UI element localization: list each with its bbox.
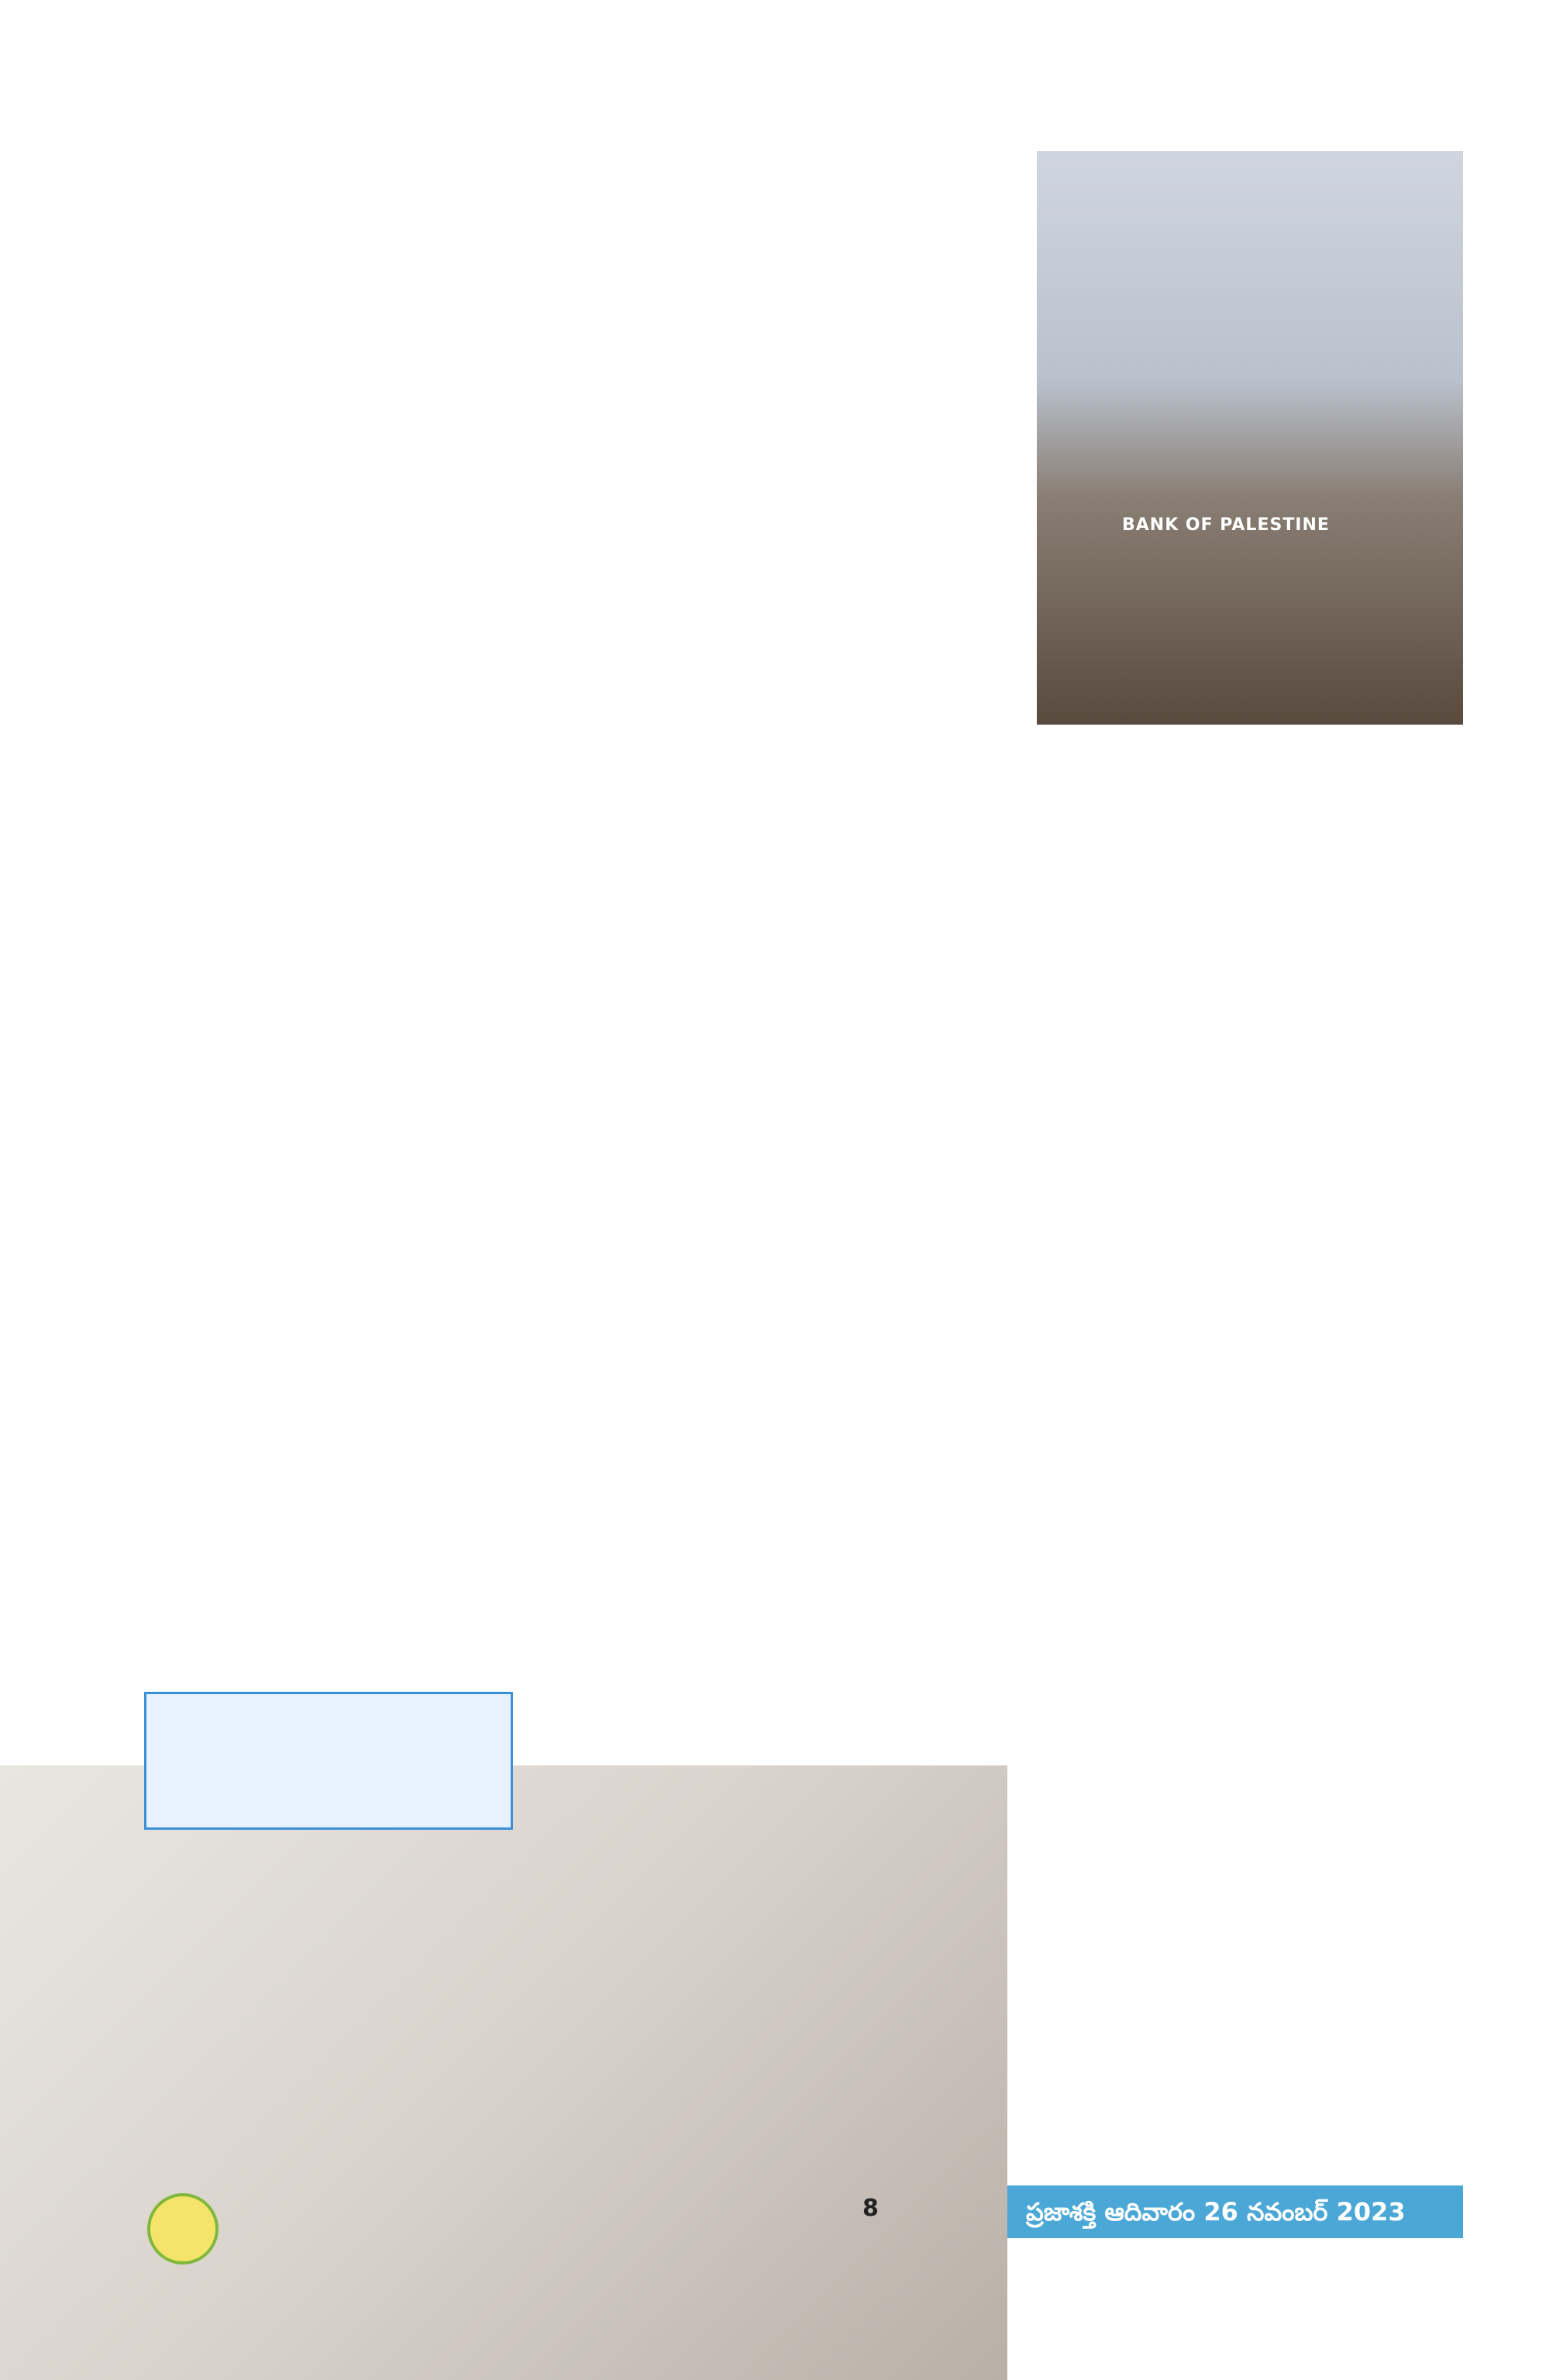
- page-number: 8: [862, 2195, 879, 2222]
- photo-caption: [144, 1692, 513, 1830]
- protest-photo: [1037, 151, 1463, 725]
- footer-date-line: ప్రజాశక్తి ఆదివారం 26 నవంబర్ 2023: [1007, 2185, 1463, 2238]
- mourner-photo: [0, 1765, 1007, 2380]
- jersey-text: BANK OF PALESTINE: [1122, 515, 1330, 535]
- publication-logo-icon: [147, 2193, 219, 2265]
- article-column-1: [132, 155, 566, 1682]
- article-column-2: [593, 155, 1015, 1837]
- article-column-3: [1038, 736, 1457, 2131]
